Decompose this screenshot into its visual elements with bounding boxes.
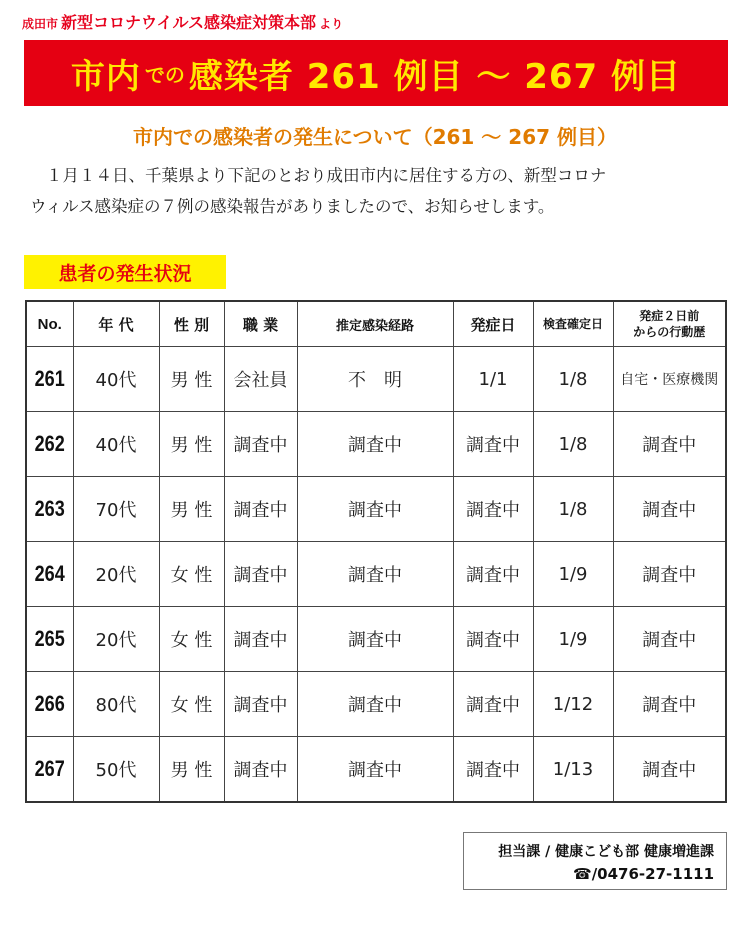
case-job: 調査中 [224,412,297,477]
case-job: 調査中 [224,737,297,803]
case-confirmed: 1/8 [533,412,613,477]
header-activity [613,301,726,347]
case-age: 80代 [73,672,159,737]
case-sex: 男 性 [159,412,224,477]
title-banner [24,40,728,106]
section-label: 患者の発生状況 [24,255,226,289]
table-row [26,542,726,607]
intro-line-2: ウィルス感染症の７例の感染報告がありましたので、お知らせします。 [30,197,555,216]
case-activity: 調査中 [613,607,726,672]
case-onset: 調査中 [453,477,533,542]
header-age: 年 代 [73,301,159,347]
case-onset: 調査中 [453,737,533,803]
case-onset: 調査中 [453,412,533,477]
table-row [26,607,726,672]
case-confirmed: 1/8 [533,477,613,542]
case-route: 調査中 [297,477,453,542]
case-onset: 1/1 [453,347,533,412]
banner-part3: 感染者 261 例目 ～ 267 例目 [188,56,682,97]
case-no: 261 [30,347,69,412]
issuer-suffix: より [319,17,344,31]
case-age: 50代 [73,737,159,803]
case-sex: 女 性 [159,607,224,672]
case-activity: 調査中 [613,477,726,542]
header-route: 推定感染経路 [297,301,453,347]
case-job: 調査中 [224,477,297,542]
case-job: 会社員 [224,347,297,412]
case-age: 40代 [73,412,159,477]
table-header-row [26,301,726,347]
case-age: 20代 [73,607,159,672]
intro-paragraph [30,160,730,222]
issuer-org: 新型コロナウイルス感染症対策本部 [61,13,317,32]
case-sex: 男 性 [159,737,224,803]
case-job: 調査中 [224,607,297,672]
banner-part2: での [144,62,185,87]
case-confirmed: 1/13 [533,737,613,803]
issuer-city: 成田市 [22,17,59,31]
case-no: 265 [30,607,69,672]
contact-phone: ☎/0476-27-1111 [573,865,714,883]
table-row [26,672,726,737]
case-activity: 調査中 [613,737,726,803]
header-job: 職 業 [224,301,297,347]
case-age: 20代 [73,542,159,607]
case-sex: 女 性 [159,672,224,737]
case-job: 調査中 [224,672,297,737]
intro-line-1: １月１４日、千葉県より下記のとおり成田市内に居住する方の、新型コロナ [46,166,607,185]
header-sex: 性 別 [159,301,224,347]
case-sex: 男 性 [159,347,224,412]
case-confirmed: 1/9 [533,542,613,607]
page-subtitle: 市内での感染者の発生について（261 ～ 267 例目） [133,125,617,149]
contact-box [463,832,727,890]
case-activity: 調査中 [613,412,726,477]
table-row [26,737,726,803]
header-activity-line2: からの行動歴 [633,325,706,339]
case-confirmed: 1/8 [533,347,613,412]
case-age: 70代 [73,477,159,542]
cases-table [25,300,727,803]
table-row [26,412,726,477]
table-row [26,347,726,412]
header-confirmed: 検査確定日 [533,301,613,347]
case-route: 調査中 [297,672,453,737]
case-no: 262 [30,412,69,477]
case-onset: 調査中 [453,542,533,607]
case-no: 263 [30,477,69,542]
header-onset: 発症日 [453,301,533,347]
case-confirmed: 1/12 [533,672,613,737]
case-route: 調査中 [297,737,453,803]
contact-dept: 担当課 / 健康こども部 健康増進課 [498,844,714,860]
case-route: 不 明 [297,347,453,412]
case-route: 調査中 [297,607,453,672]
case-activity: 自宅・医療機関 [613,347,726,412]
case-age: 40代 [73,347,159,412]
case-job: 調査中 [224,542,297,607]
header-no: No. [26,301,73,347]
header-activity-line1: 発症２日前 [639,309,700,323]
case-activity: 調査中 [613,672,726,737]
case-no: 264 [30,542,69,607]
case-sex: 男 性 [159,477,224,542]
case-activity: 調査中 [613,542,726,607]
case-route: 調査中 [297,412,453,477]
case-no: 266 [30,672,69,737]
issuer-line [22,10,343,36]
case-sex: 女 性 [159,542,224,607]
case-confirmed: 1/9 [533,607,613,672]
case-no: 267 [30,737,69,803]
table-row [26,477,726,542]
case-route: 調査中 [297,542,453,607]
case-onset: 調査中 [453,672,533,737]
banner-part1: 市内 [70,56,141,97]
case-onset: 調査中 [453,607,533,672]
